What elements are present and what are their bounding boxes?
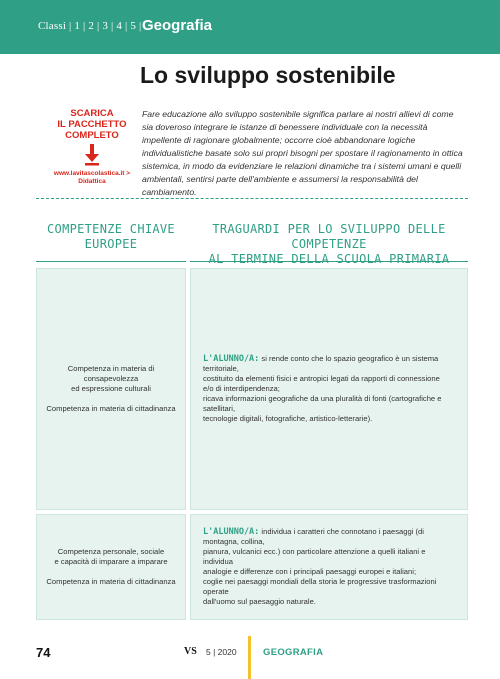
traguardo-line xyxy=(203,354,455,374)
website-link[interactable] xyxy=(46,170,138,186)
table-row-1-competenze xyxy=(36,268,186,510)
column-header-underline-left xyxy=(36,261,186,262)
traguardo-line: costituito da elementi fisici e antropici legati da rapporti di connessione xyxy=(203,374,440,383)
competenza-line: Competenza in materia di cittadinanza xyxy=(46,577,176,586)
competenza-line: ed espressione culturali xyxy=(71,384,151,393)
download-line-2: IL PACCHETTO xyxy=(57,119,127,130)
column-header-traguardi-line-1: TRAGUARDI PER LO SVILUPPO DELLE COMPETENZE xyxy=(212,222,446,251)
footer-divider xyxy=(248,636,251,679)
page-title: Lo sviluppo sostenibile xyxy=(140,62,396,88)
download-arrow-icon xyxy=(83,144,101,166)
class-levels: Classi | 1 | 2 | 3 | 4 | 5 | xyxy=(38,20,142,32)
traguardo-line: tecnologie digitali, fotografiche, artistico-letterarie). xyxy=(203,414,373,423)
website-url: www.lavitascolastica.it > xyxy=(53,170,131,177)
traguardo-line: analogie e differenze con i principali paesaggi europei e italiani; xyxy=(203,567,417,576)
traguardo-line: ricava informazioni geografiche da una pluralità di fonti (cartografiche e satellitari, xyxy=(203,394,442,413)
website-section: Didattica xyxy=(78,178,106,185)
table-row-2-competenze xyxy=(36,514,186,620)
page-number: 74 xyxy=(36,645,51,660)
magazine-logo: VS xyxy=(184,646,197,657)
footer-subject: GEOGRAFIA xyxy=(263,647,324,658)
dashed-divider xyxy=(36,198,468,199)
competenza-line: Competenza in materia di consapevolezza xyxy=(67,364,155,383)
column-header-competenze xyxy=(36,222,186,252)
competenza-line: e capacità di imparare a imparare xyxy=(54,557,168,566)
alunno-label: L'ALUNNO/A: xyxy=(203,527,260,537)
table-row-2-traguardi xyxy=(190,514,468,620)
column-header-competenze-line-1: COMPETENZE CHIAVE xyxy=(47,222,175,236)
traguardo-line xyxy=(203,527,455,547)
traguardo-text: si rende conto che lo spazio geografico è un sistema territoriale, xyxy=(203,354,439,373)
traguardo-line: e/o di interdipendenza; xyxy=(203,384,280,393)
traguardo-line: coglie nei paesaggi mondiali della storia le progressive trasformazioni operate xyxy=(203,577,437,596)
column-header-competenze-line-2: EUROPEE xyxy=(84,237,138,251)
subject-label: Geografia xyxy=(142,17,213,34)
download-line-1: SCARICA xyxy=(70,108,114,119)
header-bar xyxy=(0,0,500,54)
competenza-line: Competenza in materia di cittadinanza xyxy=(46,404,176,413)
competenza-line: Competenza personale, sociale xyxy=(57,547,165,556)
traguardo-line: dall'uomo sul paesaggio naturale. xyxy=(203,597,316,606)
traguardo-line: pianura, vulcanici ecc.) con particolare attenzione a quelli italiani e individua xyxy=(203,547,426,566)
table-row-1-traguardi xyxy=(190,268,468,510)
column-header-traguardi-line-2: AL TERMINE DELLA SCUOLA PRIMARIA xyxy=(208,252,450,266)
traguardo-text: individua i caratteri che connotano i paesaggi (di montagna, collina, xyxy=(203,527,424,546)
intro-paragraph: Fare educazione allo sviluppo sostenibile significa parlare ai nostri allievi di come sia doveroso integrare le istanze di benessere individuale con la necessità impellente di ragionare globalmente; occorre cioè abbandonare logiche individualistiche basate solo sui propri bisogni per spostare il ragionamento in ottica sistemica, in modo da evidenziare le relazioni dinamiche tra i sistemi umani e quelli ambientali, sentirsi parte dell'ambiente e assumersi la responsabilità del cambiamento. xyxy=(142,109,463,197)
download-package-link[interactable] xyxy=(46,108,138,186)
column-header-underline-right xyxy=(190,261,468,262)
issue-number: 5 | 2020 xyxy=(206,647,237,657)
download-line-3: COMPLETO xyxy=(65,130,119,141)
alunno-label: L'ALUNNO/A: xyxy=(203,354,260,364)
